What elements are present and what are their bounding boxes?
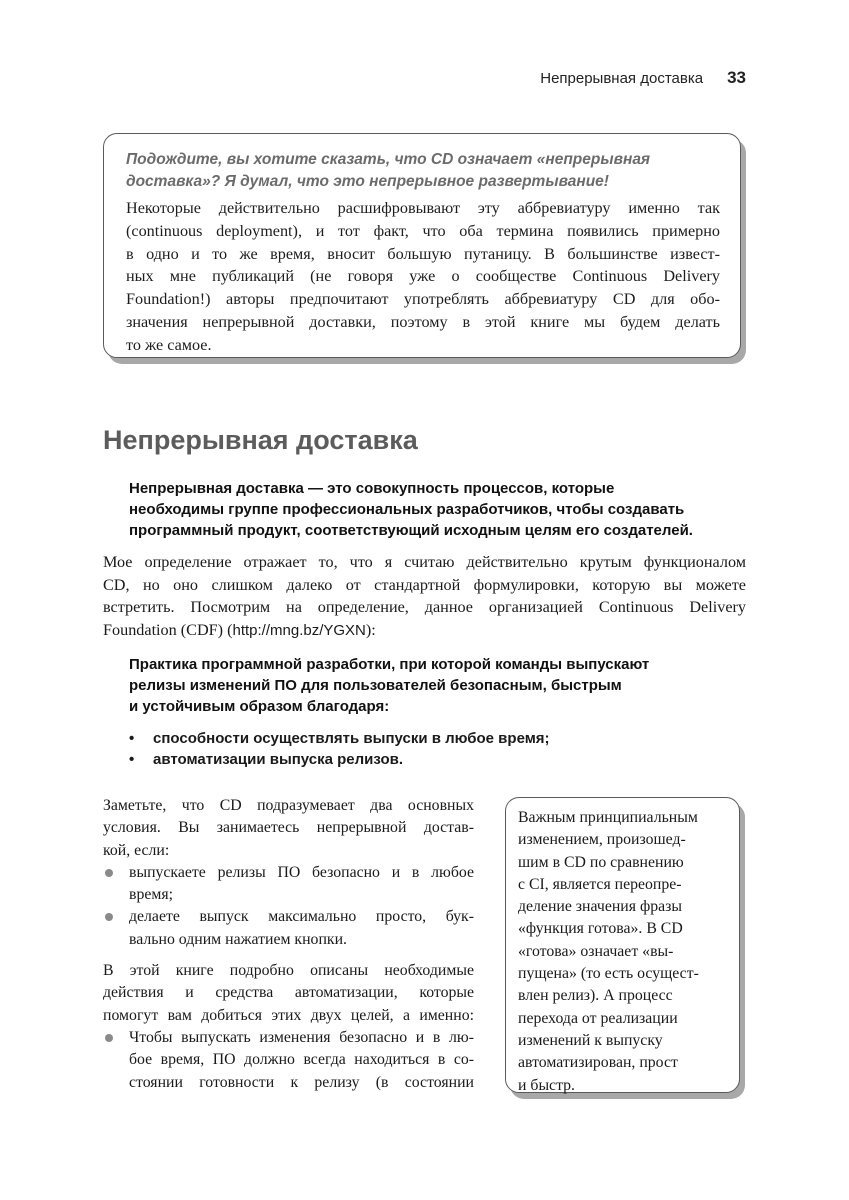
sidebar-answer-line: Некоторые действительно расшифровывают эту аббревиатуру именно так — [126, 199, 720, 217]
intro-line: кой, если: — [103, 841, 170, 859]
left-column — [103, 795, 474, 1094]
sidebar-answer-line: то же самое. — [126, 335, 212, 354]
margin-note-line: перехода от реализации — [518, 1009, 678, 1027]
margin-note-line: автоматизирован, прост — [518, 1054, 678, 1072]
list-item-line: стоянии готовности к релизу (в состоянии — [129, 1073, 474, 1091]
header-title: Непрерывная доставка — [540, 70, 704, 87]
intro-line: условия. Вы занимаетесь непрерывной достав- — [103, 819, 474, 837]
cdf-quote-line: Практика программной разработки, при которой команды выпускают — [129, 656, 650, 673]
sidebar-answer-line: Foundation!) авторы предпочитают употреблять аббревиатуру CD для обо- — [126, 290, 720, 309]
body-text: ): — [365, 620, 376, 639]
cdf-definition-quote — [129, 654, 649, 717]
body-paragraph — [103, 551, 746, 642]
body-text: Foundation (CDF) ( — [103, 620, 233, 639]
sidebar-answer-line: в одно и то же время, вносит большую путаницу. В большинстве извест- — [126, 244, 720, 263]
margin-note-line: деление значения фразы — [518, 898, 682, 916]
margin-note-line: Важным принципиальным — [518, 809, 698, 826]
running-header — [540, 68, 746, 88]
list-item — [103, 862, 474, 907]
list-item-line: вально одним нажатием кнопки. — [129, 930, 347, 948]
sidebar-question-line: доставка»? Я думал, что это непрерывное развертывание! — [126, 173, 609, 190]
definition-quote-line: программный продукт, соответствующий исходным целям его создателей. — [129, 522, 693, 539]
sidebar-answer-line: значения непрерывной доставки, поэтому в этой книге мы будем делать — [126, 312, 720, 331]
sidebar-question — [126, 149, 720, 193]
list-item — [103, 906, 474, 951]
margin-note-line: «функция готова». В CD — [518, 920, 683, 938]
para-line: помогут вам добиться этих двух целей, а именно: — [103, 1006, 474, 1024]
margin-note-line: изменением, произошед- — [518, 831, 686, 849]
list-item-line: время; — [129, 886, 174, 904]
cdf-quote-line: и устойчивым образом благодаря: — [129, 698, 390, 715]
list-item — [103, 1027, 474, 1094]
body-line — [103, 619, 746, 643]
sidebar-answer — [126, 197, 720, 357]
margin-note-line: «готова» означает «вы- — [518, 942, 674, 960]
intro-line: Заметьте, что CD подразумевает два основных — [103, 797, 474, 814]
definition-quote-line: Непрерывная доставка — это совокупность процессов, которые — [129, 480, 615, 497]
cdf-link[interactable]: http://mng.bz/YGXN — [232, 621, 366, 639]
margin-note-line: с CI, является переопре- — [518, 875, 682, 893]
sidebar-answer-line: (continuous deployment), и тот факт, что оба термина появились примерно — [126, 221, 720, 240]
cdf-quote-line: релизы изменений ПО для пользователей безопасным, быстрым — [129, 677, 622, 694]
margin-note-line: и быстр. — [518, 1076, 576, 1094]
definition-quote — [129, 478, 693, 541]
margin-note-line: шим в CD по сравнению — [518, 853, 684, 871]
section-heading: Непрерывная доставка — [103, 425, 418, 455]
definition-quote-line: необходимы группе профессиональных разработчиков, чтобы создавать — [129, 501, 685, 518]
body-line: встретить. Посмотрим на определение, данное организацией Continuous Delivery — [103, 598, 746, 617]
margin-note-box — [505, 797, 740, 1093]
para-line: В этой книге подробно описаны необходимые — [103, 962, 474, 980]
list-item-line: выпускаете релизы ПО безопасно и в любое — [129, 863, 474, 881]
body-line: Мое определение отражает то, что я считаю действительно крутым функционалом — [103, 553, 746, 571]
goals-list — [103, 1027, 474, 1094]
list-item-line: Чтобы выпускать изменения безопасно и в лю- — [129, 1028, 474, 1046]
cdf-bullet-list — [129, 728, 550, 770]
page-number: 33 — [727, 68, 746, 87]
margin-note-line: влен релиз). А процесс — [518, 987, 673, 1005]
list-item: • способности осуществлять выпуски в любое время; — [129, 728, 550, 749]
list-item-line: бое время, ПО должно всегда находиться в со- — [129, 1051, 474, 1069]
sidebar-question-line: Подождите, вы хотите сказать, что CD означает «непрерывная — [126, 151, 651, 168]
sidebar-answer-line: ных мне публикаций (не говоря уже о сообществе Continuous Delivery — [126, 267, 720, 286]
list-item: • автоматизации выпуска релизов. — [129, 749, 550, 770]
margin-note-line: изменений к выпуску — [518, 1031, 663, 1049]
list-item-line: делаете выпуск максимально просто, бук- — [129, 908, 474, 926]
para-line: действия и средства автоматизации, которые — [103, 984, 474, 1002]
conditions-list — [103, 862, 474, 951]
body-line: CD, но оно слишком далеко от стандартной формулировки, которую вы можете — [103, 575, 746, 594]
margin-note-line: пущена» (то есть осущест- — [518, 965, 699, 983]
sidebar-callout-box — [103, 133, 741, 358]
